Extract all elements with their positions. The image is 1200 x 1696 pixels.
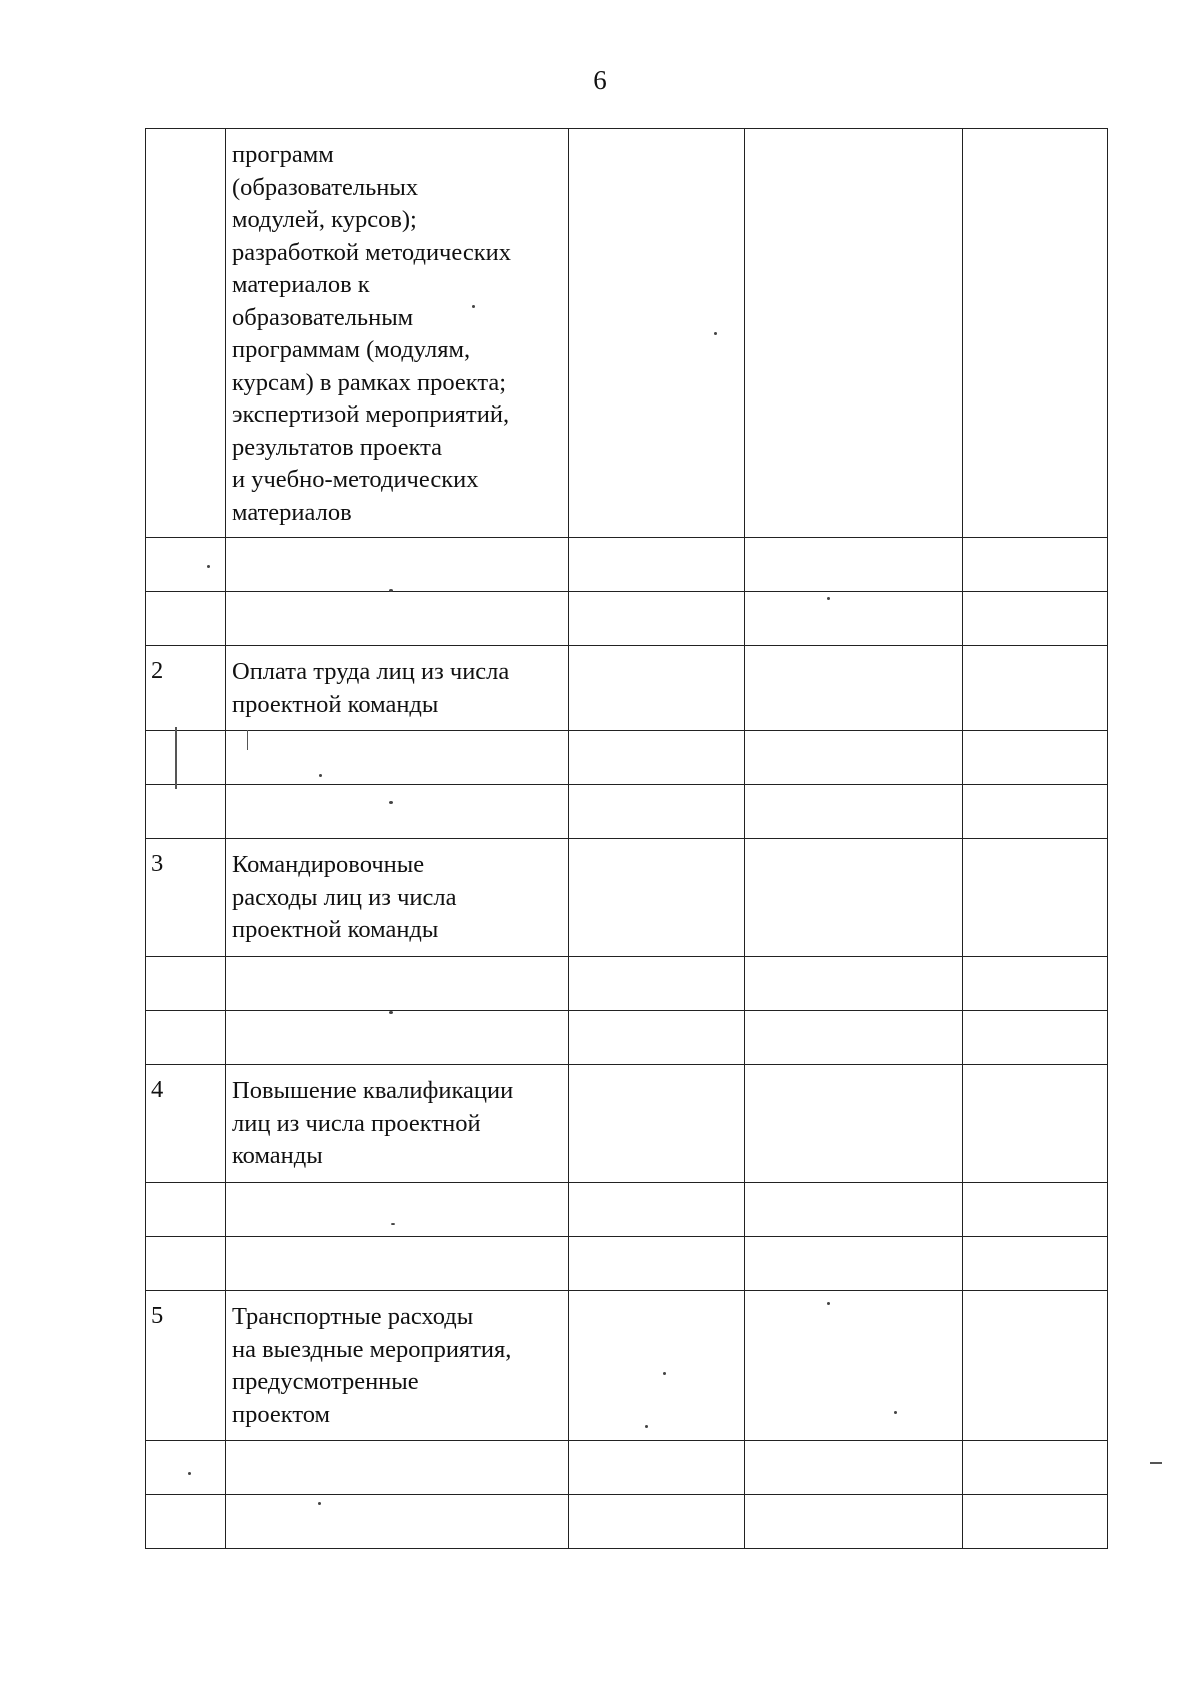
scan-speck	[714, 332, 717, 335]
empty-cell	[745, 785, 963, 839]
empty-cell	[745, 1495, 963, 1549]
scan-speck	[389, 1011, 393, 1014]
empty-cell	[963, 1065, 1108, 1183]
row-number-cell	[146, 129, 226, 538]
budget-table	[145, 128, 1108, 1549]
empty-cell	[745, 1011, 963, 1065]
empty-cell	[963, 957, 1108, 1011]
table-row-blank	[146, 1441, 1108, 1495]
row-description-cell	[226, 1065, 569, 1183]
scan-speck	[472, 305, 475, 308]
empty-cell	[963, 592, 1108, 646]
scan-speck	[827, 1302, 830, 1305]
empty-cell	[569, 1237, 745, 1291]
table-row	[146, 1065, 1108, 1183]
empty-cell	[963, 1011, 1108, 1065]
table-row-blank	[146, 1495, 1108, 1549]
row-description-cell	[226, 731, 569, 785]
row-number-cell	[146, 646, 226, 731]
scan-line	[247, 730, 248, 750]
row-description-cell	[226, 1495, 569, 1549]
empty-cell	[745, 1065, 963, 1183]
table-row-blank	[146, 592, 1108, 646]
scan-speck	[207, 565, 210, 568]
scan-speck	[645, 1425, 648, 1428]
row-description-cell	[226, 538, 569, 592]
table-row-blank	[146, 538, 1108, 592]
empty-cell	[745, 1291, 963, 1441]
empty-cell	[963, 538, 1108, 592]
row-description-cell	[226, 592, 569, 646]
empty-cell	[963, 839, 1108, 957]
budget-table-body	[146, 129, 1108, 1549]
empty-cell	[745, 592, 963, 646]
empty-cell	[745, 1183, 963, 1237]
empty-cell	[963, 1237, 1108, 1291]
empty-cell	[963, 1495, 1108, 1549]
scan-speck	[391, 1223, 395, 1225]
empty-cell	[963, 1441, 1108, 1495]
empty-cell	[963, 1183, 1108, 1237]
scan-speck	[318, 1502, 321, 1505]
empty-cell	[569, 957, 745, 1011]
row-number-cell	[146, 1291, 226, 1441]
row-number-cell	[146, 592, 226, 646]
row-number-cell	[146, 1495, 226, 1549]
table-row-blank	[146, 1011, 1108, 1065]
empty-cell	[745, 646, 963, 731]
scan-speck	[827, 597, 830, 600]
empty-cell	[569, 1011, 745, 1065]
row-description-cell	[226, 957, 569, 1011]
page-number: 6	[593, 65, 607, 95]
scan-speck	[389, 801, 393, 804]
scan-speck	[663, 1372, 666, 1375]
scan-speck	[319, 774, 322, 777]
row-description-cell	[226, 129, 569, 538]
scan-line	[175, 727, 177, 789]
empty-cell	[745, 1237, 963, 1291]
row-description-cell	[226, 839, 569, 957]
row-description-cell	[226, 785, 569, 839]
empty-cell	[569, 646, 745, 731]
row-number: 2	[151, 657, 164, 684]
empty-cell	[569, 1441, 745, 1495]
row-description: Оплата труда лиц из числа проектной команды	[232, 658, 510, 718]
row-description-cell	[226, 1183, 569, 1237]
row-number-cell	[146, 1183, 226, 1237]
row-number-cell	[146, 1237, 226, 1291]
row-number-cell	[146, 1441, 226, 1495]
table-row-blank	[146, 1183, 1108, 1237]
table-row-blank	[146, 785, 1108, 839]
table-row	[146, 1291, 1108, 1441]
row-description: Командировочные расходы лиц из числа проектной команды	[232, 851, 457, 943]
row-number-cell	[146, 1065, 226, 1183]
row-number-cell	[146, 731, 226, 785]
row-number: 5	[151, 1302, 164, 1329]
table-row	[146, 646, 1108, 731]
empty-cell	[569, 1495, 745, 1549]
row-number-cell	[146, 785, 226, 839]
row-description: программ (образовательных модулей, курсов); разработкой методических материалов к образовательным программам (модулям, курсам) в рамках проекта; экспертизой мероприятий, результатов проекта и учебно-методических материалов	[232, 141, 511, 526]
row-description-cell	[226, 1237, 569, 1291]
table-row-blank	[146, 731, 1108, 785]
scan-speck	[894, 1411, 897, 1414]
empty-cell	[745, 1441, 963, 1495]
row-number-cell	[146, 1011, 226, 1065]
empty-cell	[569, 785, 745, 839]
row-number: 4	[151, 1076, 164, 1103]
table-row-blank	[146, 1237, 1108, 1291]
empty-cell	[569, 1183, 745, 1237]
scan-line	[1150, 1462, 1162, 1464]
empty-cell	[569, 538, 745, 592]
empty-cell	[569, 592, 745, 646]
row-description-cell	[226, 1291, 569, 1441]
empty-cell	[745, 957, 963, 1011]
table-row-blank	[146, 957, 1108, 1011]
empty-cell	[745, 538, 963, 592]
row-number-cell	[146, 957, 226, 1011]
table-row	[146, 839, 1108, 957]
row-number-cell	[146, 538, 226, 592]
empty-cell	[963, 129, 1108, 538]
empty-cell	[569, 129, 745, 538]
table-row	[146, 129, 1108, 538]
row-description-cell	[226, 1011, 569, 1065]
empty-cell	[745, 129, 963, 538]
scan-speck	[389, 589, 393, 592]
row-description-cell	[226, 1441, 569, 1495]
scan-speck	[188, 1472, 191, 1475]
empty-cell	[745, 839, 963, 957]
empty-cell	[963, 785, 1108, 839]
empty-cell	[963, 646, 1108, 731]
row-number-cell	[146, 839, 226, 957]
empty-cell	[569, 1065, 745, 1183]
empty-cell	[963, 731, 1108, 785]
empty-cell	[569, 839, 745, 957]
empty-cell	[569, 1291, 745, 1441]
row-number: 3	[151, 850, 164, 877]
row-description: Транспортные расходы на выездные мероприятия, предусмотренные проектом	[232, 1303, 512, 1428]
row-description-cell	[226, 646, 569, 731]
empty-cell	[745, 731, 963, 785]
row-description: Повышение квалификации лиц из числа проектной команды	[232, 1077, 514, 1169]
empty-cell	[963, 1291, 1108, 1441]
empty-cell	[569, 731, 745, 785]
